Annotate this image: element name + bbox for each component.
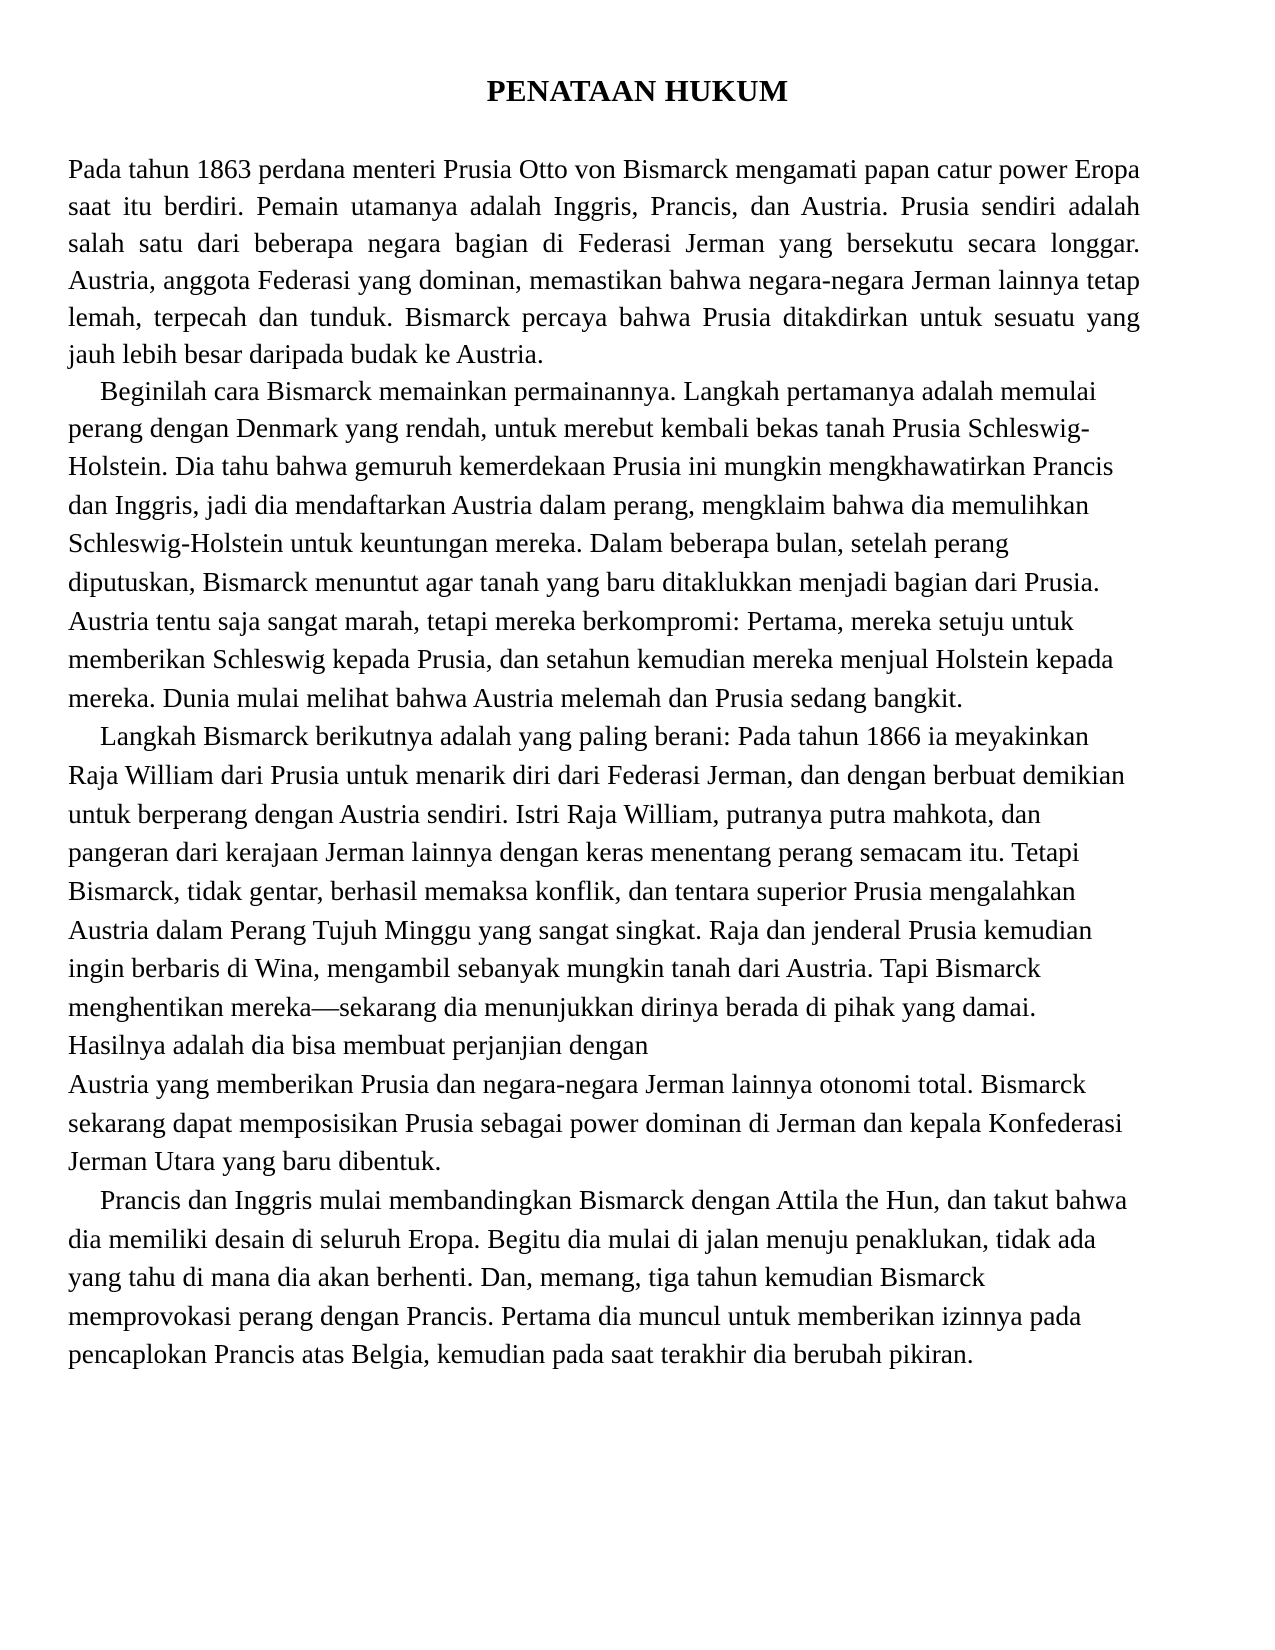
paragraph-2: Beginilah cara Bismarck memainkan permainannya. Langkah pertamanya adalah memulai perang dengan Denmark yang rendah, untuk merebut kembali bekas tanah Prusia Schleswig- — [68, 375, 1097, 444]
paragraph-4: Langkah Bismarck berikutnya adalah yang paling berani: Pada tahun 1866 ia meyakinkan Raja William dari Prusia untuk menarik diri dari Federasi Jerman, dan dengan berbuat demikian untuk berperang dengan Austria sendiri. Istri Raja William, putranya putra mahkota, dan pangeran dari kerajaan Jerman lainnya dengan keras menentang perang semacam itu. Tetapi — [68, 720, 1125, 868]
paragraph-7: Austria yang memberikan Prusia dan negara-negara Jerman lainnya otonomi total. Bismarck sekarang dapat memposisikan Prusia sebagai power dominan di Jerman dan kepala Konfederasi Jerman Utara yang baru dibentuk. — [68, 1068, 1123, 1177]
paragraph-6: Hasilnya adalah dia bisa membuat perjanjian dengan — [68, 1029, 649, 1061]
paragraph-1: Pada tahun 1863 perdana menteri Prusia Otto von Bismarck mengamati papan catur power Eropa saat itu berdiri. Pemain utamanya adalah Inggris, Prancis, dan Austria. Prusia sendiri adalah salah satu dari beberapa negara bagian di Federasi Jerman yang bersekutu secara longgar. Austria, anggota Federasi yang dominan, memastikan bahwa negara-negara Jerman lainnya tetap lemah, terpecah dan tunduk. Bismarck percaya bahwa Prusia ditakdirkan untuk sesuatu yang jauh lebih besar daripada budak ke Austria. — [68, 153, 1140, 370]
page-title: PENATAAN HUKUM — [486, 73, 789, 108]
paragraph-5: Bismarck, tidak gentar, berhasil memaksa konflik, dan tentara superior Prusia mengalahkan Austria dalam Perang Tujuh Minggu yang sangat singkat. Raja dan jenderal Prusia kemudian ingin berbaris di Wina, mengambil sebanyak mungkin tanah dari Austria. Tapi Bismarck menghentikan mereka—sekarang dia menunjukkan dirinya berada di pihak yang damai. — [68, 874, 1093, 1022]
paragraph-8: Prancis dan Inggris mulai membandingkan Bismarck dengan Attila the Hun, dan takut bahwa dia memiliki desain di seluruh Eropa. Begitu dia mulai di jalan menuju penaklukan, tidak ada yang tahu di mana dia akan berhenti. Dan, memang, tiga tahun kemudian Bismarck memprovokasi perang dengan Prancis. Pertama dia muncul untuk memberikan izinnya pada pencaplokan Prancis atas Belgia, kemudian pada saat terakhir dia berubah pikiran. — [68, 1183, 1128, 1370]
document-body — [0, 151, 1275, 1374]
paragraph-3: Holstein. Dia tahu bahwa gemuruh kemerdekaan Prusia ini mungkin mengkhawatirkan Prancis dan Inggris, jadi dia mendaftarkan Austria dalam perang, mengklaim bahwa dia memulihkan Schleswig-Holstein untuk keuntungan mereka. Dalam beberapa bulan, setelah perang diputuskan, Bismarck menuntut agar tanah yang baru ditaklukkan menjadi bagian dari Prusia. Austria tentu saja sangat marah, tetapi mereka berkompromi: Pertama, mereka setuju untuk memberikan Schleswig kepada Prusia, dan setahun kemudian mereka menjual Holstein kepada mereka. Dunia mulai melihat bahwa Austria melemah dan Prusia sedang bangkit. — [68, 450, 1114, 713]
